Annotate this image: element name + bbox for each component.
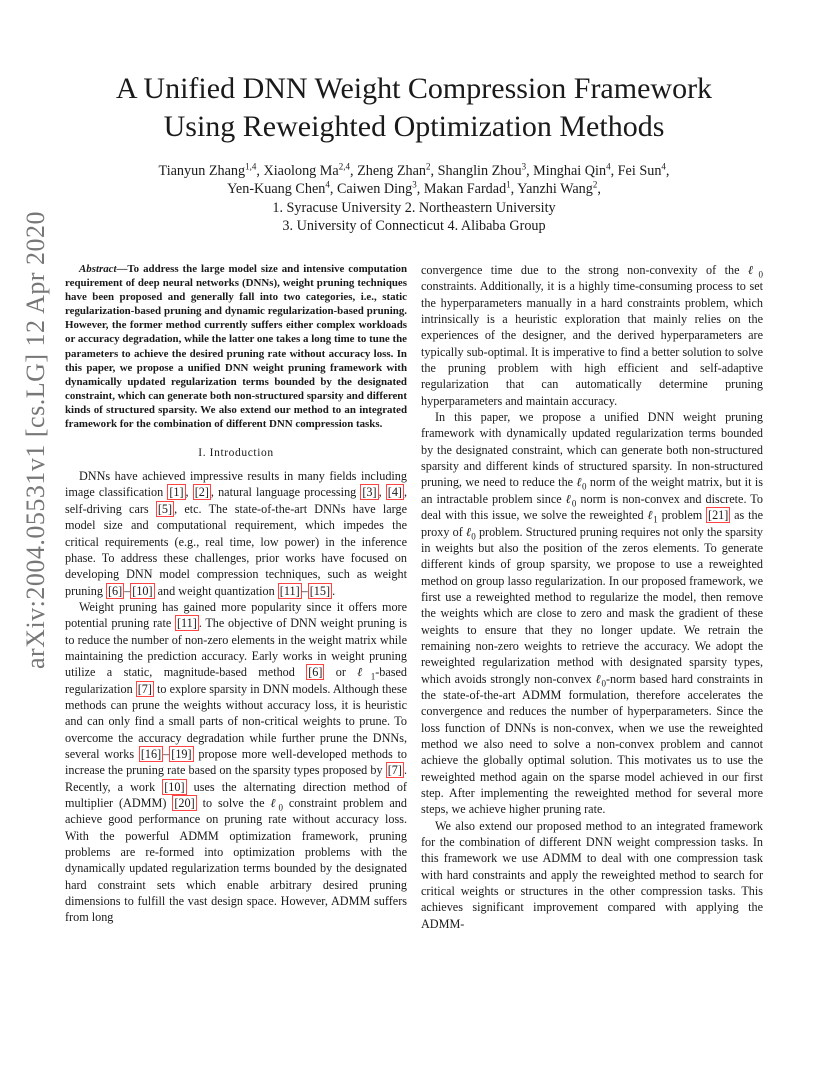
paper-title	[60, 70, 768, 146]
math-symbol: ℓ	[647, 508, 654, 523]
right-column	[421, 262, 763, 932]
math-symbol: ℓ	[466, 524, 472, 539]
title-line-1: A Unified DNN Weight Compression Framework	[115, 72, 713, 105]
abstract	[65, 262, 407, 431]
section-heading-introduction: I. Introduction	[198, 447, 274, 460]
intro-paragraph-4: In this paper, we propose a unified DNN weight pruning framework with dynamically updated regularization terms bounded by the designated constraint, which can generate both non-structured sparsity and different kinds of structured sparsity. In non-structured pruning, we need to reduce the ℓ$_0$ norm of the weight matrix, but it is an intractable problem since ℓ$_0$ norm is non-convex and discrete. To deal with this issue, we solve the reweighted ℓ$_1$ problem [21] as the proxy of ℓ$_0$ problem. Structured pruning requires not only the sparsity in weights but also the position of the zeros elements. To generate different kinds of group sparsity, we propose to use a reweighted method on group lasso regularization. In our proposed framework, we first use a reweighted method to regularize the model, then remove the weights which are close to zero and mask the gradient of these weights to ensure that they no longer update. We retrain the remaining non-zero weights to retrieve the accuracy. We adopt the reweighted regularization method with designated sparsity types, which avoids strongly non-convex ℓ$_0$-norm based hard constraints in the state-of-the-art ADMM formulation, therefore accelerates the convergence and reduces the number of hyperparameters. Since the loss function of DNNs is non-convex, when we use the reweighted method we also need to solve a non-convex problem and cannot achieve the globally optimal solution. This motivates us to use the reweighted method again on the sparse model achieved in our first step. After implementing the reweighted method for several more steps, we achieve higher pruning rate.	[421, 410, 763, 817]
author-name: , Yanzhi Wang	[510, 181, 593, 198]
author-name: , Minghai Qin	[526, 163, 607, 179]
citation-link[interactable]: [10]	[132, 583, 153, 598]
citation-link[interactable]: [16]	[140, 746, 162, 761]
affiliation-mark: 4	[661, 161, 666, 172]
affiliation-mark: 1	[506, 179, 511, 190]
citation-link[interactable]: [11]	[279, 583, 300, 598]
citation-link[interactable]: [6]	[107, 583, 123, 598]
author-name: Yen-Kuang Chen	[227, 181, 326, 198]
author-name: , Xiaolong Ma	[256, 163, 339, 179]
affiliations-line-2: 3. University of Connecticut 4. Alibaba Group	[282, 217, 546, 234]
affiliation-mark: 3	[521, 161, 527, 172]
affiliation-mark: 4	[606, 161, 611, 172]
author-name: , Zheng Zhan	[349, 163, 427, 179]
intro-paragraph-2: Weight pruning has gained more popularity since it offers more potential pruning rate [11] . The objective of DNN weight pruning is to reduce the number of non-zero elements in the weight matrix while maintaining the prediction accuracy. Early works in weight pruning utilize a static, magnitude-based method [6] or ℓ$_1$-based regularization [7] to explore sparsity in DNN models. Although these methods can prune the weights without accuracy loss, it is heuristic and can only find a small parts of non-critical weights to prune. To overcome the accuracy degradation while further prune the DNNs, several works [16] – [19] propose more well-developed methods to increase the pruning rate based on the sparsity types proposed by [7] . Recently, a work [10] uses the alternating direction method of multiplier (ADMM) [20] to solve the ℓ$_0$ constraint problem and achieve good performance on pruning rate without accuracy loss. With the powerful ADMM optimization framework, pruning problems are re-formed into optimization problems with the dynamically updated regularization terms bounded by the designated hard constraint sets which enable arbitrary desired pruning dimensions to fulfill the vast design space. However, ADMM suffers from long	[65, 599, 407, 925]
author-separator: ,	[597, 181, 601, 198]
affiliation-mark: 4	[325, 179, 330, 190]
author-line-1	[90, 162, 738, 180]
author-name: , Shanglin Zhou	[430, 163, 522, 179]
citation-link[interactable]: [20]	[174, 796, 195, 810]
citation-link[interactable]: [7]	[387, 763, 402, 778]
arxiv-identifier: arXiv:2004.05531v1 [cs.LG] 12 Apr 2020	[21, 210, 50, 670]
author-name: , Fei Sun	[610, 163, 662, 179]
citation-link[interactable]: [19]	[171, 746, 192, 761]
intro-paragraph-3: convergence time due to the strong non-convexity of the ℓ$_0$ constraints. Additionally, it is a highly time-consuming process to set the hyperparameters manually in a hard constraints problem, which intrinsically is a heuristic exploration that mainly relies on the experiences of the designer, and the derived hyperparameters are typically sub-optimal. It is imperative to find a better solution to solve the pruning problem with high efficient and self-adaptive regularization that can automatically determine pruning hyperparameters and maintain accuracy.	[421, 263, 763, 408]
author-block	[90, 162, 738, 235]
math-symbol: ℓ	[565, 491, 572, 506]
math-symbol: ℓ	[357, 665, 371, 680]
math-symbol: ℓ	[595, 671, 602, 686]
citation-link[interactable]: [10]	[164, 779, 185, 794]
citation-link[interactable]: [2]	[194, 485, 209, 500]
author-name: Tianyun Zhang	[158, 163, 246, 179]
citation-link[interactable]: [7]	[137, 681, 152, 696]
affiliation-mark: 2,4	[338, 161, 350, 172]
affiliations-line-1: 1. Syracuse University 2. Northeastern University	[272, 199, 556, 216]
left-column	[65, 262, 407, 926]
math-symbol: ℓ	[270, 796, 279, 810]
author-separator: ,	[665, 163, 670, 179]
author-name: , Makan Fardad	[416, 181, 507, 198]
title-line-2: Using Reweighted Optimization Methods	[163, 110, 665, 143]
author-name: , Caiwen Ding	[329, 181, 413, 198]
citation-link[interactable]: [1]	[169, 485, 184, 500]
citation-link[interactable]: [11]	[176, 616, 197, 631]
citation-link[interactable]: [4]	[387, 485, 402, 500]
citation-link[interactable]: [21]	[708, 508, 729, 523]
affiliation-mark: 2	[592, 179, 598, 190]
citation-link[interactable]: [15]	[309, 583, 331, 598]
citation-link[interactable]: [3]	[362, 485, 377, 500]
intro-paragraph-5: We also extend our proposed method to an integrated framework for the combination of different DNN weight compression tasks. In this framework we use ADMM to deal with one compression task with hard constraints and apply the reweighted method to search for critical weights or structures in the other compression tasks. This achieves significant improvement compared with applying the ADMM-	[421, 818, 763, 931]
affiliation-mark: 3	[412, 179, 417, 190]
abstract-text: —To address the large model size and intensive computation requirement of deep neural networks (DNNs), weight pruning techniques have been proposed and generally fall into two categories, i.e., static regularization-based pruning and dynamic regularization-based pruning. However, the former method currently suffers either complex workloads or accuracy degradation, while the latter one takes a long time to tune the parameters to achieve the desired pruning rate without accuracy loss. In this paper, we propose a unified DNN weight pruning framework with dynamically updated regularization terms bounded by the designated constraint, which can generate both non-structured sparsity and different kinds of structured sparsity. We also extend our method to an integrated framework for the combination of different DNN compression tasks.	[65, 263, 407, 431]
math-symbol: ℓ	[576, 475, 582, 490]
abstract-label: Abstract	[79, 263, 117, 275]
math-symbol: ℓ	[748, 263, 759, 277]
citation-link[interactable]: [6]	[308, 665, 323, 680]
intro-paragraph-1: DNNs have achieved impressive results in many fields including image classification [1] , [2] , natural language processing [3] , [4] , self-driving cars [5] , etc. The state-of-the-art DNNs have large model size and computational requirement, which impedes the critical requirements (e.g., real time, low power) in the inference phase. To address these challenges, prior works have focused on developing DNN model compression techniques, such as weight pruning [6] – [10] and weight quantization [11] – [15] .	[65, 469, 408, 598]
citation-link[interactable]: [5]	[157, 501, 173, 516]
affiliation-mark: 1,4	[245, 161, 257, 172]
author-line-2	[90, 180, 738, 198]
affiliation-mark: 2	[426, 161, 431, 172]
